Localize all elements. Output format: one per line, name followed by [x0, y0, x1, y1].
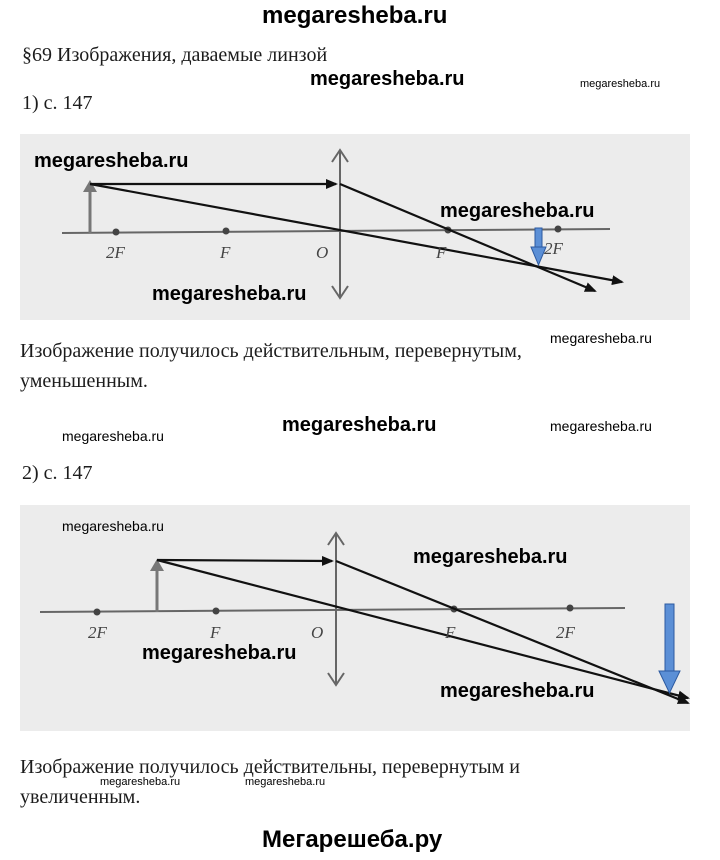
label-2f-left: 2F — [106, 243, 125, 262]
image-arrow — [665, 604, 674, 672]
watermark: megaresheba.ru — [310, 68, 465, 90]
label-2f-right: 2F — [556, 623, 575, 642]
task1-conclusion-line2: уменьшенным. — [20, 370, 148, 392]
ray-parallel — [157, 560, 332, 561]
ray-through-center — [157, 560, 688, 698]
label-o: O — [316, 243, 329, 262]
watermark-small: megaresheba.ru — [62, 518, 164, 534]
point-2f-left — [113, 229, 120, 236]
watermark-top: megaresheba.ru — [262, 2, 448, 29]
task2-heading: 2) с. 147 — [22, 462, 93, 484]
task2-conclusion-line1: Изображение получилось действительны, перевернутым и — [20, 756, 520, 778]
point-2f-right — [567, 605, 574, 612]
label-o: O — [311, 623, 324, 642]
task2-conclusion-line2: увеличенным. — [20, 786, 141, 808]
label-2f-left: 2F — [88, 623, 107, 642]
watermark: megaresheba.ru — [34, 150, 189, 172]
watermark-small: megaresheba.ru — [550, 418, 652, 434]
label-2f-right: 2F — [544, 239, 563, 258]
watermark-small: megaresheba.ru — [100, 776, 181, 788]
task1-heading: 1) с. 147 — [22, 92, 93, 114]
label-f-left: F — [220, 243, 231, 262]
point-f-left — [223, 228, 230, 235]
watermark-small: megaresheba.ru — [550, 330, 652, 346]
watermark-small: megaresheba.ru — [580, 78, 661, 90]
watermark: megaresheba.ru — [282, 414, 437, 436]
label-f-left: F — [210, 623, 221, 642]
label-f-right: F — [445, 623, 456, 642]
section-title: §69 Изображения, даваемые линзой — [22, 44, 328, 66]
watermark: megaresheba.ru — [142, 642, 297, 664]
watermark: megaresheba.ru — [440, 200, 595, 222]
watermark-bottom: Мегарешеба.ру — [262, 826, 443, 853]
watermark: megaresheba.ru — [413, 546, 568, 568]
label-f-right: F — [436, 243, 447, 262]
point-f-left — [213, 608, 220, 615]
image-arrow — [535, 228, 542, 248]
optical-axis — [40, 608, 625, 612]
watermark-small: megaresheba.ru — [62, 428, 164, 444]
task1-conclusion-line1: Изображение получилось действительным, перевернутым, — [20, 340, 522, 362]
point-2f-left — [94, 609, 101, 616]
point-2f-right — [555, 226, 562, 233]
watermark-small: megaresheba.ru — [245, 776, 326, 788]
watermark: megaresheba.ru — [440, 680, 595, 702]
watermark: megaresheba.ru — [152, 283, 307, 305]
